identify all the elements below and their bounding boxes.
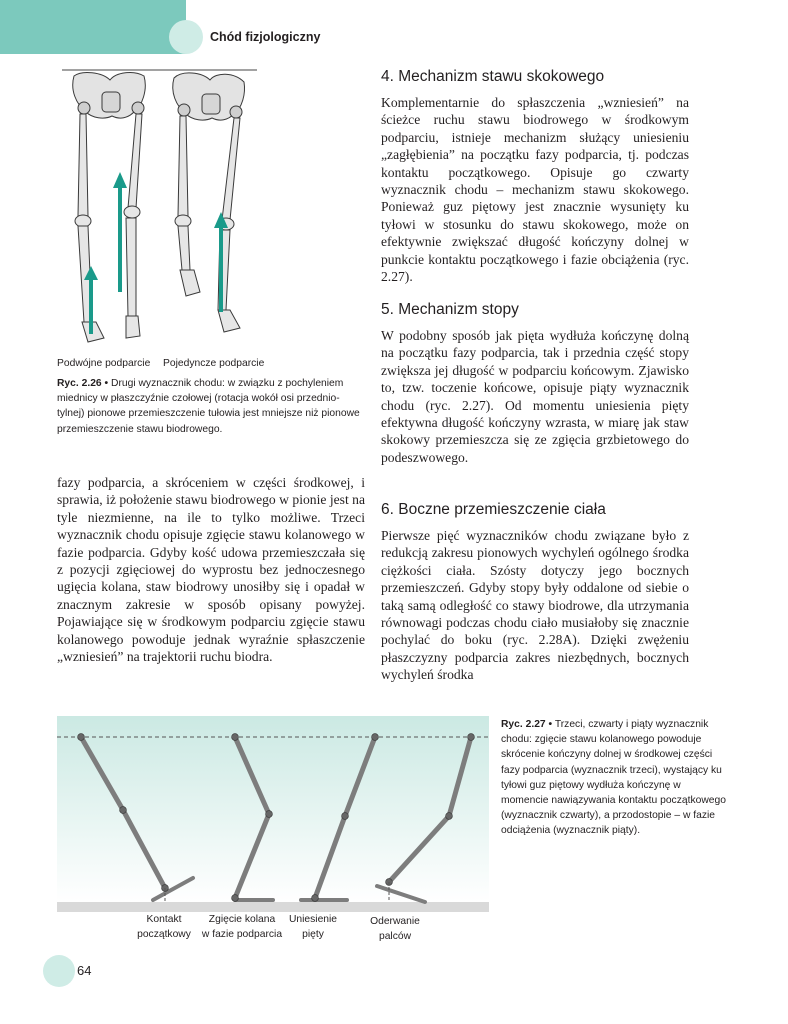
section-6-paragraph: Pierwsze pięć wyznaczników chodu związane było z redukcją zakresu pionowych wychyleń ogólnego środka ciężkości ciała. Szósty dotyczy jego bocznych przemieszczeń. Gdyby stopy były oddalone od siebie o taką samą odległość co stawy biodrowe, dla utrzymania równowagi podczas chodu ciało musiałoby się znacznie pochylać do boku (ryc. 2.28A). Dzięki zwężeniu płaszczyzny podparcia zakres niezbędnych, bocznych wychyleń środka: [381, 528, 689, 683]
fig227-label-2-line1: Zgięcie kolana: [208, 914, 276, 925]
section-5-heading: 5. Mechanizm stopy: [381, 301, 519, 318]
left-column-paragraph: fazy podparcia, a skróceniem w części środkowej, i sprawia, iż położenie stawu biodrowego w pionie jest na tyle niezmienne, na ile to tylko możliwe. Trzeci wyznacznik chodu opisuje zgięcie stawu kolanowego w fazie podparcia. Gdyby kość udowa przemieszczała się z pozycji zgięciowej do wyprostu bez jednoczesnego ugięcia kolana, staw biodrowy unosiłby się i opadał w znacznym zakresie w sposób opisany powyżej. Pojawiające się w środkowym podparciu zgięcie stawu kolanowego powoduje jednak wyraźnie spłaszczenie „wzniesień” na trajektorii ruchu biodra.: [57, 475, 365, 665]
fig227-label-3-line2: pięty: [302, 929, 324, 940]
left-skeleton-legs: [75, 114, 142, 342]
fig227-label-1-line2: początkowy: [137, 929, 191, 940]
fig226-caption-text: Drugi wyznacznik chodu: w związku z pochyleniem miednicy w płaszczyźnie czołowej (rotacja wokół osi przednio-tylnej) pionowe przemieszczenie tułowia jest mniejsze niż pionowe przemieszczenie stawu biodrowego.: [57, 378, 360, 435]
fig227-label-3-line1: Uniesienie: [288, 914, 338, 925]
section-6-heading: 6. Boczne przemieszczenie ciała: [381, 501, 606, 518]
section-4-paragraph: Komplementarnie do spłaszczenia „wzniesień” na ścieżce ruchu stawu biodrowego w środkowym podparciu, istnieje mechanizm służący uniesieniu „zagłębienia” na początku fazy podparcia, tj. podczas kontaktu początkowego. Opisuje go czwarty wyznacznik chodu – mechanizm stawu skokowego. Ponieważ guz piętowy jest znacznie wysunięty ku tyłowi w stosunku do stawu skokowego, może on efektywnie zwiększać długość kończyny dolnej w punkcie kontaktu początkowego i fazie obciążenia (ryc. 2.27).: [381, 95, 689, 285]
fig227-label-knee-flexion: [194, 912, 290, 942]
page-number: 64: [77, 963, 92, 978]
header-color-band: [0, 0, 186, 54]
fig227-caption-text: Trzeci, czwarty i piąty wyznacznik chodu: zgięcie stawu kolanowego powoduje skrócenie kończyny dolnej w środkowej części fazy podparcia (wyznacznik trzeci), wystający ku tyłowi guz piętowy wydłuża kończynę w momencie nawiązywania kontaktu początkowego (wyznacznik czwarty), a przodostopie – w fazie odciążenia (wyznacznik piąty).: [501, 719, 726, 837]
figure-2-26-skeleton-illustration: [62, 66, 262, 356]
figure-2-27-gait-diagram: [57, 716, 489, 914]
figure-2-26-caption: [57, 376, 367, 437]
fig227-label-heel-rise: [278, 912, 348, 942]
page-number-decor-circle: [43, 955, 75, 987]
running-header: Chód fizjologiczny: [210, 30, 321, 44]
fig226-caption-bullet: •: [104, 378, 109, 389]
fig226-label-double-support: Podwójne podparcie: [57, 358, 151, 369]
fig227-label-toe-off: [356, 914, 434, 944]
pelvis-right: [173, 73, 245, 120]
section-5-paragraph: W podobny sposób jak pięta wydłuża kończynę dolną na początku fazy podparcia, tak i przednia część stopy zwiększa jej długość w podparciu końcowym. Zjawisko to, tzw. toczenie końcowe, opisuje piąty wyznacznik chodu (ryc. 2.27). Od momentu uniesienia pięty efektywna długość kończyny wzrasta, w miarę jak staw skokowy przemieszcza się ze zgięcia grzbietowego do podeszwowego.: [381, 328, 689, 465]
header-decor-circle: [169, 20, 203, 54]
section-4-heading: 4. Mechanizm stawu skokowego: [381, 68, 605, 85]
fig226-caption-ref: Ryc. 2.26: [57, 378, 102, 389]
figure-2-27-caption: [501, 717, 731, 839]
fig227-label-2-line2: w fazie podparcia: [201, 929, 283, 940]
fig227-caption-ref: Ryc. 2.27: [501, 719, 546, 730]
pelvis-left: [73, 73, 146, 119]
fig227-caption-bullet: •: [548, 719, 553, 730]
fig227-label-initial-contact: [124, 912, 204, 942]
fig227-label-1-line1: Kontakt: [146, 914, 182, 925]
left-skeleton-arrows: [84, 172, 127, 334]
fig227-label-4-line2: palców: [378, 931, 412, 942]
fig227-label-4-line1: Oderwanie: [370, 916, 420, 927]
fig226-label-single-support: Pojedyncze podparcie: [163, 358, 265, 369]
right-skeleton-legs: [175, 116, 240, 332]
